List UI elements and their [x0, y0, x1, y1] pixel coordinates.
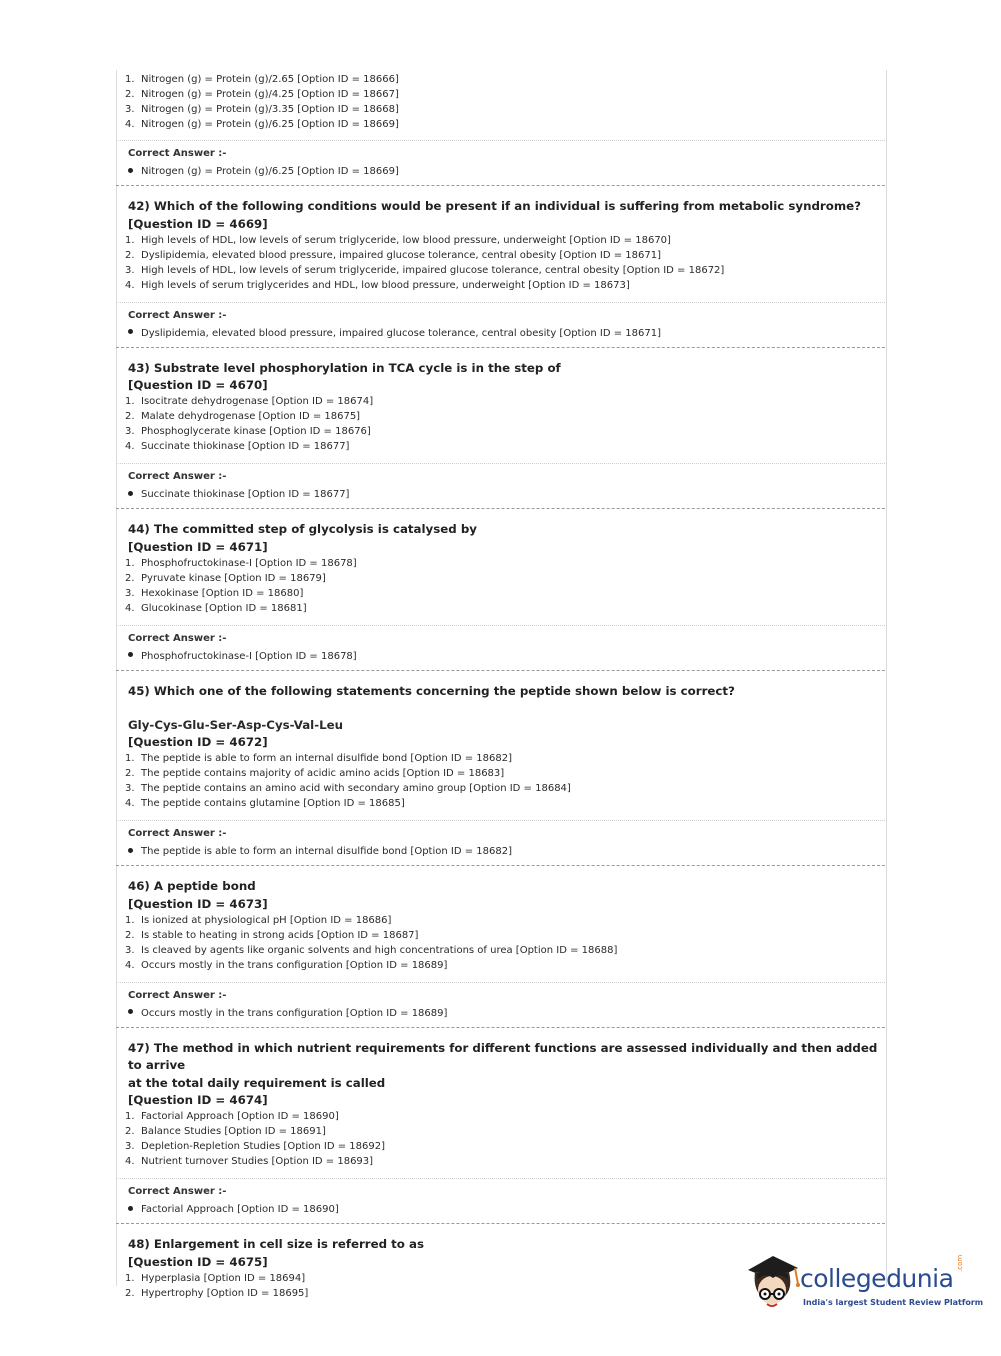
option: 3. Is cleaved by agents like organic solvents and high concentrations of urea [Option ID = 18688]	[125, 944, 618, 956]
options-list	[116, 751, 885, 811]
question-title: 44) The committed step of glycolysis is catalysed by	[128, 522, 477, 536]
mascot-icon	[743, 1250, 803, 1320]
bullet-icon	[128, 1206, 133, 1211]
correct-answer-label: Correct Answer :-	[128, 1186, 227, 1197]
option: 4. Occurs mostly in the trans configuration [Option ID = 18689]	[125, 959, 448, 971]
option: 1. Is ionized at physiological pH [Option ID = 18686]	[125, 914, 392, 926]
bullet-icon	[128, 848, 133, 853]
correct-answer: Dyslipidemia, elevated blood pressure, impaired glucose tolerance, central obesity [Option ID = 18671]	[116, 326, 885, 341]
option: 4. Glucokinase [Option ID = 18681]	[125, 602, 307, 614]
option: 2. Dyslipidemia, elevated blood pressure, impaired glucose tolerance, central obesity [Option ID = 18671]	[125, 249, 661, 261]
option: 3. Phosphoglycerate kinase [Option ID = 18676]	[125, 426, 371, 437]
question-id: [Question ID = 4672]	[128, 735, 268, 749]
option: 4. High levels of serum triglycerides and HDL, low blood pressure, underweight [Option ID = 18673]	[125, 279, 630, 291]
option: 2. Hypertrophy [Option ID = 18695]	[125, 1287, 309, 1299]
correct-answer: The peptide is able to form an internal disulfide bond [Option ID = 18682]	[116, 844, 885, 859]
correct-answer: Phosphofructokinase-I [Option ID = 18678]	[116, 649, 885, 664]
question-41	[116, 70, 885, 186]
bullet-icon	[128, 168, 133, 173]
option: 4. Nitrogen (g) = Protein (g)/6.25 [Option ID = 18669]	[125, 119, 399, 130]
correct-answer-label: Correct Answer :-	[128, 309, 227, 321]
correct-answer-label: Correct Answer :-	[128, 828, 227, 839]
question-id: [Question ID = 4671]	[128, 539, 268, 554]
option: 4. Succinate thiokinase [Option ID = 18677]	[125, 441, 350, 452]
option: 1. The peptide is able to form an internal disulfide bond [Option ID = 18682]	[125, 753, 512, 764]
option: 1. Factorial Approach [Option ID = 18690]	[125, 1111, 339, 1122]
bullet-icon	[128, 329, 133, 334]
option: 3. The peptide contains an amino acid with secondary amino group [Option ID = 18684]	[125, 783, 571, 794]
option: 1. Isocitrate dehydrogenase [Option ID = 18674]	[125, 396, 374, 407]
correct-answer: Succinate thiokinase [Option ID = 18677]	[116, 487, 885, 502]
option: 1. Nitrogen (g) = Protein (g)/2.65 [Option ID = 18666]	[125, 74, 399, 85]
logo-wordmark: collegedunia	[800, 1264, 954, 1293]
option: 4. The peptide contains glutamine [Option ID = 18685]	[125, 798, 405, 809]
correct-answer-label: Correct Answer :-	[128, 989, 227, 1001]
option: 2. Balance Studies [Option ID = 18691]	[125, 1126, 326, 1137]
options-list	[116, 556, 885, 616]
question-block	[116, 348, 885, 510]
question-id: [Question ID = 4670]	[128, 378, 268, 392]
question-title: 45) Which one of the following statements concerning the peptide shown below is correct?	[128, 683, 735, 698]
correct-answer: Factorial Approach [Option ID = 18690]	[116, 1202, 885, 1217]
correct-answer-label: Correct Answer :-	[128, 148, 227, 159]
option: 3. Nitrogen (g) = Protein (g)/3.35 [Option ID = 18668]	[125, 104, 399, 115]
options-list	[116, 1109, 885, 1169]
question-id: [Question ID = 4669]	[128, 216, 268, 231]
options-list	[116, 72, 885, 132]
question-block	[116, 509, 885, 671]
correct-answer-label: Correct Answer :-	[128, 471, 227, 482]
peptide-sequence: Gly-Cys-Glu-Ser-Asp-Cys-Val-Leu	[128, 718, 344, 732]
option: 3. Hexokinase [Option ID = 18680]	[125, 587, 304, 599]
option: 2. Is stable to heating in strong acids [Option ID = 18687]	[125, 929, 419, 941]
question-title: 43) Substrate level phosphorylation in TCA cycle is in the step of	[128, 360, 561, 375]
options-list	[116, 394, 885, 454]
option: 2. The peptide contains majority of acidic amino acids [Option ID = 18683]	[125, 768, 505, 779]
question-title: 47) The method in which nutrient requirements for different functions are assessed individually and then added to arrive	[128, 1040, 878, 1072]
bullet-icon	[128, 652, 133, 657]
question-block	[116, 186, 885, 348]
logo-tagline: India's largest Student Review Platform	[803, 1298, 984, 1307]
question-title-cont: at the total daily requirement is called	[128, 1075, 386, 1090]
question-block	[116, 866, 885, 1028]
options-list	[116, 913, 885, 973]
correct-answer-label: Correct Answer :-	[128, 632, 227, 644]
question-title: 48) Enlargement in cell size is referred to as	[128, 1237, 424, 1251]
option: 1. Hyperplasia [Option ID = 18694]	[125, 1272, 306, 1284]
question-block	[116, 1028, 885, 1225]
bullet-icon	[128, 491, 133, 496]
bullet-icon	[128, 1009, 133, 1014]
question-block	[116, 671, 885, 867]
correct-answer: Occurs mostly in the trans configuration [Option ID = 18689]	[116, 1006, 885, 1021]
correct-answer: Nitrogen (g) = Protein (g)/6.25 [Option ID = 18669]	[116, 164, 885, 179]
question-title: 42) Which of the following conditions would be present if an individual is suffering from metabolic syndrome?	[128, 199, 861, 213]
option: 2. Pyruvate kinase [Option ID = 18679]	[125, 572, 326, 584]
option: 4. Nutrient turnover Studies [Option ID = 18693]	[125, 1156, 374, 1167]
option: 1. Phosphofructokinase-I [Option ID = 18678]	[125, 557, 357, 569]
question-id: [Question ID = 4674]	[128, 1093, 268, 1107]
question-id: [Question ID = 4673]	[128, 896, 268, 911]
option: 1. High levels of HDL, low levels of serum triglyceride, low blood pressure, underweight [Option ID = 18670]	[125, 234, 671, 246]
option: 3. Depletion-Repletion Studies [Option ID = 18692]	[125, 1141, 385, 1152]
collegedunia-logo	[743, 1250, 984, 1320]
option: 3. High levels of HDL, low levels of serum triglyceride, impaired glucose tolerance, central obesity [Option ID = 18672]	[125, 264, 725, 276]
logo-suffix: .com	[956, 1254, 964, 1272]
question-page	[116, 70, 885, 1301]
options-list	[116, 233, 885, 293]
option: 2. Nitrogen (g) = Protein (g)/4.25 [Option ID = 18667]	[125, 89, 399, 100]
option: 2. Malate dehydrogenase [Option ID = 18675]	[125, 411, 361, 422]
question-id: [Question ID = 4675]	[128, 1254, 268, 1269]
question-title: 46) A peptide bond	[128, 879, 256, 893]
